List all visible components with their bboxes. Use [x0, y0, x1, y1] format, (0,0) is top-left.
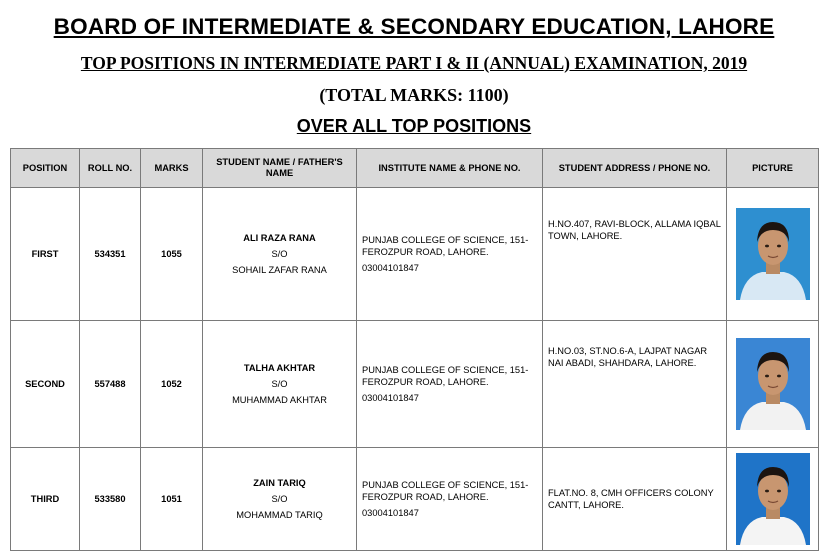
col-header-student-name: STUDENT NAME / FATHER'S NAME [203, 149, 357, 188]
table-row [11, 188, 819, 321]
institute-name: PUNJAB COLLEGE OF SCIENCE, 151-FEROZPUR ROAD, LAHORE. [362, 480, 529, 502]
relation-label: S/O [271, 494, 288, 504]
institute-phone: 03004101847 [362, 263, 419, 273]
institute-cell [357, 188, 543, 321]
relation-label: S/O [271, 249, 288, 259]
student-name: ZAIN TARIQ [253, 478, 306, 488]
exam-title: TOP POSITIONS IN INTERMEDIATE PART I & II (ANNUAL) EXAMINATION, 2019 [80, 53, 748, 73]
board-title: BOARD OF INTERMEDIATE & SECONDARY EDUCATION, LAHORE [53, 14, 775, 39]
table-header-row [11, 149, 819, 188]
table-row [11, 321, 819, 448]
marks-cell: 1052 [141, 321, 203, 448]
top-positions-table [10, 148, 819, 551]
address-cell: H.NO.03, ST.NO.6-A, LAJPAT NAGAR NAI ABADI, SHAHDARA, LAHORE. [543, 321, 727, 448]
marks-cell: 1055 [141, 188, 203, 321]
col-header-address: STUDENT ADDRESS / PHONE NO. [543, 149, 727, 188]
address-cell: FLAT.NO. 8, CMH OFFICERS COLONY CANTT, LAHORE. [543, 448, 727, 551]
col-header-roll-no: ROLL NO. [80, 149, 141, 188]
col-header-picture: PICTURE [727, 149, 819, 188]
institute-name: PUNJAB COLLEGE OF SCIENCE, 151-FEROZPUR ROAD, LAHORE. [362, 235, 529, 257]
picture-cell [727, 188, 819, 321]
roll-no-cell: 533580 [80, 448, 141, 551]
picture-cell [727, 448, 819, 551]
table-row [11, 448, 819, 551]
institute-name: PUNJAB COLLEGE OF SCIENCE, 151-FEROZPUR ROAD, LAHORE. [362, 365, 529, 387]
student-name-cell [203, 188, 357, 321]
student-name: ALI RAZA RANA [243, 233, 316, 243]
student-photo [736, 208, 810, 300]
father-name: MUHAMMAD AKHTAR [232, 395, 327, 405]
position-cell: THIRD [11, 448, 80, 551]
col-header-position: POSITION [11, 149, 80, 188]
position-cell: FIRST [11, 188, 80, 321]
institute-phone: 03004101847 [362, 393, 419, 403]
institute-phone: 03004101847 [362, 508, 419, 518]
position-cell: SECOND [11, 321, 80, 448]
roll-no-cell: 557488 [80, 321, 141, 448]
col-header-institute: INSTITUTE NAME & PHONE NO. [357, 149, 543, 188]
col-header-marks: MARKS [141, 149, 203, 188]
student-name: TALHA AKHTAR [243, 363, 316, 373]
total-marks: (TOTAL MARKS: 1100) [319, 85, 509, 105]
father-name: SOHAIL ZAFAR RANA [232, 265, 327, 275]
picture-cell [727, 321, 819, 448]
student-name-cell [203, 448, 357, 551]
relation-label: S/O [271, 379, 288, 389]
section-title: OVER ALL TOP POSITIONS [296, 116, 532, 136]
institute-cell [357, 448, 543, 551]
address-cell: H.NO.407, RAVI-BLOCK, ALLAMA IQBAL TOWN, LAHORE. [543, 188, 727, 321]
roll-no-cell: 534351 [80, 188, 141, 321]
student-name-cell [203, 321, 357, 448]
institute-cell [357, 321, 543, 448]
marks-cell: 1051 [141, 448, 203, 551]
student-photo [736, 453, 810, 545]
father-name: MOHAMMAD TARIQ [236, 510, 323, 520]
student-photo [736, 338, 810, 430]
